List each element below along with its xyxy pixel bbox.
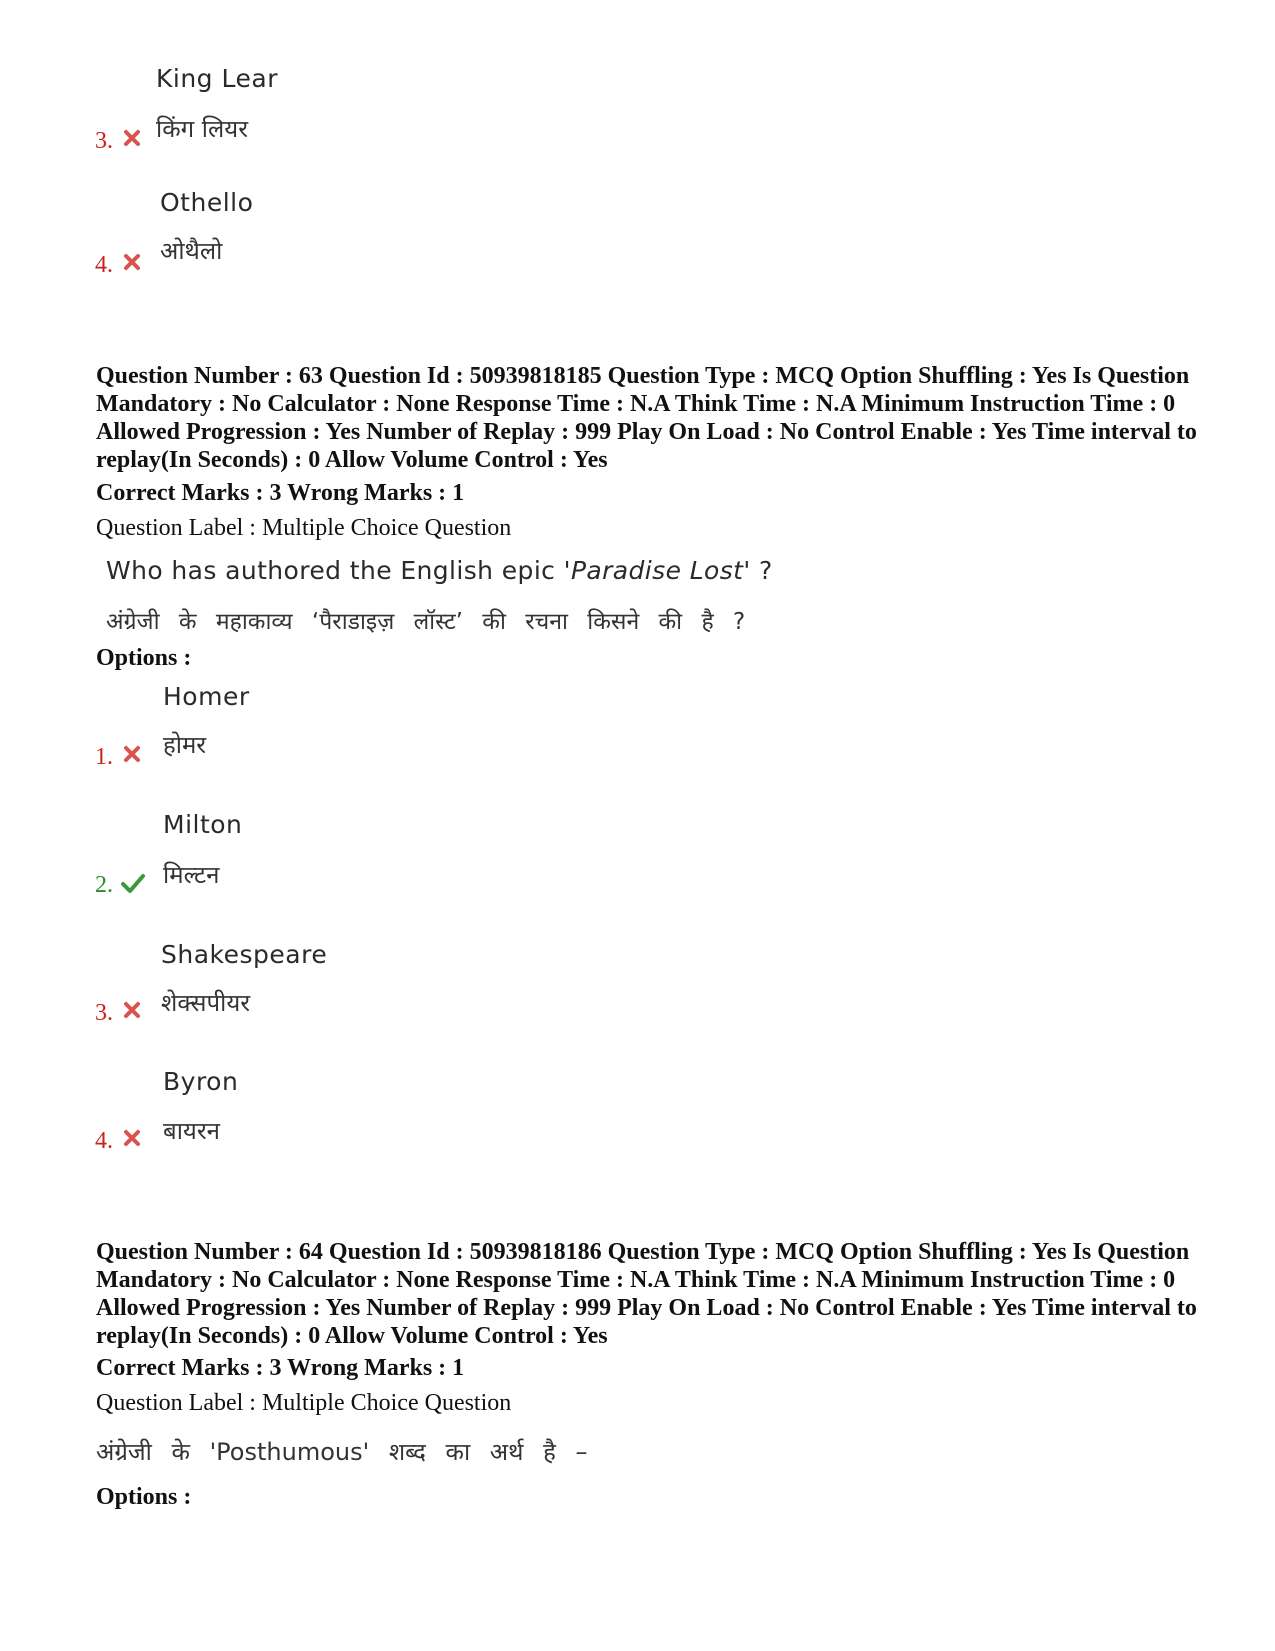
option-text-en: Othello xyxy=(160,188,254,217)
option-number: 1. xyxy=(95,744,113,770)
question-label: Question Label : Multiple Choice Question xyxy=(96,1390,512,1416)
check-icon xyxy=(120,872,146,894)
option-text-en: Shakespeare xyxy=(161,940,328,969)
question-text-en: Who has authored the English epic 'Paradise Lost' ? xyxy=(106,556,773,585)
cross-icon xyxy=(122,252,142,272)
question-label: Question Label : Multiple Choice Question xyxy=(96,515,512,541)
cross-icon xyxy=(122,1000,142,1020)
question-meta: Question Number : 63 Question Id : 50939818185 Question Type : MCQ Option Shuffling : Yes Is Question Mandatory : No Calculator : None Response Time : N.A Think Time : N.A Minimum Instruction Time : 0 Allowed Progression : Yes Number of Replay : 999 Play On Load : No Control Enable : Yes Time interval to replay(In Seconds) : 0 Allow Volume Control : Yes xyxy=(96,363,1197,473)
option-text-hi: बायरन xyxy=(163,1117,220,1145)
option-text-hi: होमर xyxy=(163,731,207,759)
cross-icon xyxy=(122,744,142,764)
option-text-en: Byron xyxy=(163,1067,239,1096)
option-number: 3. xyxy=(95,1000,113,1026)
question-marks: Correct Marks : 3 Wrong Marks : 1 xyxy=(96,1355,465,1381)
option-text-en: Milton xyxy=(163,810,243,839)
question-meta: Question Number : 64 Question Id : 50939818186 Question Type : MCQ Option Shuffling : Yes Is Question Mandatory : No Calculator : None Response Time : N.A Think Time : N.A Minimum Instruction Time : 0 Allowed Progression : Yes Number of Replay : 999 Play On Load : No Control Enable : Yes Time interval to replay(In Seconds) : 0 Allow Volume Control : Yes xyxy=(96,1239,1197,1349)
cross-icon xyxy=(122,128,142,148)
option-text-hi: शेक्सपीयर xyxy=(161,989,251,1017)
option-text-en: King Lear xyxy=(156,64,278,93)
question-marks: Correct Marks : 3 Wrong Marks : 1 xyxy=(96,480,465,506)
option-number: 4. xyxy=(95,1128,113,1154)
question-text: अंग्रेजी के 'Posthumous' शब्द का अर्थ है – xyxy=(96,1438,588,1466)
question-text-hi: अंग्रेजी के महाकाव्य ‘पैराडाइज़ लॉस्ट’ की रचना किसने की है ? xyxy=(106,609,746,635)
option-text-hi: ओथैलो xyxy=(160,237,223,265)
option-text-hi: किंग लियर xyxy=(156,115,249,143)
options-heading: Options : xyxy=(96,645,192,671)
option-text-hi: मिल्टन xyxy=(163,861,220,889)
option-number: 4. xyxy=(95,252,113,278)
option-number: 2. xyxy=(95,872,113,898)
option-text-en: Homer xyxy=(163,682,250,711)
option-number: 3. xyxy=(95,128,113,154)
cross-icon xyxy=(122,1128,142,1148)
options-heading: Options : xyxy=(96,1484,192,1510)
